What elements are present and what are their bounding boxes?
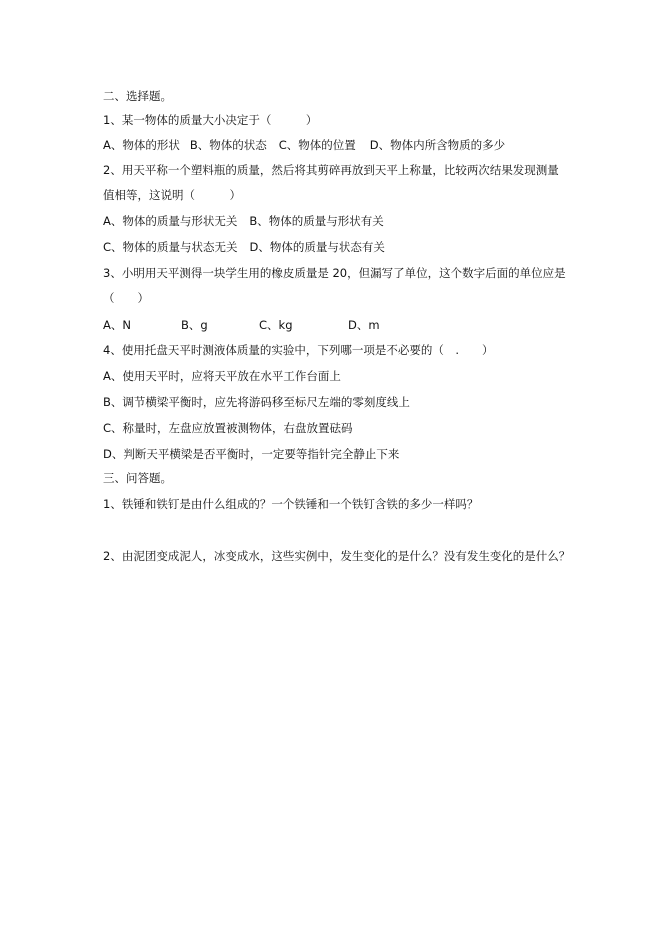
q2-option-b: B、物体的质量与形状有关	[249, 214, 384, 228]
q2-option-c: C、物体的质量与状态无关	[103, 240, 238, 254]
qa-q2: 2、由泥团变成泥人，冰变成水，这些实例中，发生变化的是什么？没有发生变化的是什么？	[103, 549, 571, 563]
q3-option-d: D、m	[348, 318, 380, 332]
section-heading-qa: 三、问答题。	[103, 471, 172, 485]
q2-option-d: D、物体的质量与状态有关	[249, 240, 385, 254]
q3-option-c: C、kg	[259, 318, 293, 332]
q4-option-a: A、使用天平时，应将天平放在水平工作台面上	[103, 369, 341, 383]
q1-option-a: A、物体的形状	[103, 138, 180, 152]
q3-stem-line2: （ ）	[103, 291, 149, 305]
q3-option-b: B、g	[181, 318, 208, 332]
q1-option-b: B、物体的状态	[189, 138, 267, 152]
section-heading-choice: 二、选择题。	[103, 89, 172, 103]
q3-option-a: A、N	[103, 318, 131, 332]
q4-option-b: B、调节横梁平衡时，应先将游码移至标尺左端的零刻度线上	[103, 395, 410, 409]
q2-stem-line1: 2、用天平称一个塑料瓶的质量，然后将其剪碎再放到天平上称量，比较两次结果发现测量	[103, 163, 559, 177]
q4-option-d: D、判断天平横梁是否平衡时，一定要等指针完全静止下来	[103, 447, 400, 461]
q2-options-row1	[103, 214, 384, 228]
q3-options	[103, 318, 380, 332]
q1-option-d: D、物体内所含物质的多少	[369, 138, 506, 152]
q1-stem: 1、某一物体的质量大小决定于（ ）	[103, 113, 318, 127]
q2-options-row2	[103, 240, 385, 254]
q1-option-c: C、物体的位置	[278, 138, 356, 152]
qa-q1: 1、铁锤和铁钉是由什么组成的？一个铁锤和一个铁钉含铁的多少一样吗？	[103, 497, 479, 511]
q4-stem: 4、使用托盘天平时测液体质量的实验中，下列哪一项是不必要的（ . ）	[103, 343, 494, 357]
q2-stem-line2: 值相等，这说明（ ）	[103, 188, 241, 202]
q3-stem-line1: 3、小明用天平测得一块学生用的橡皮质量是 20，但漏写了单位，这个数字后面的单位应是	[103, 266, 566, 280]
q2-option-a: A、物体的质量与形状无关	[103, 214, 238, 228]
q1-options	[103, 138, 505, 152]
q4-option-c: C、称量时，左盘应放置被测物体，右盘放置砝码	[103, 421, 353, 435]
